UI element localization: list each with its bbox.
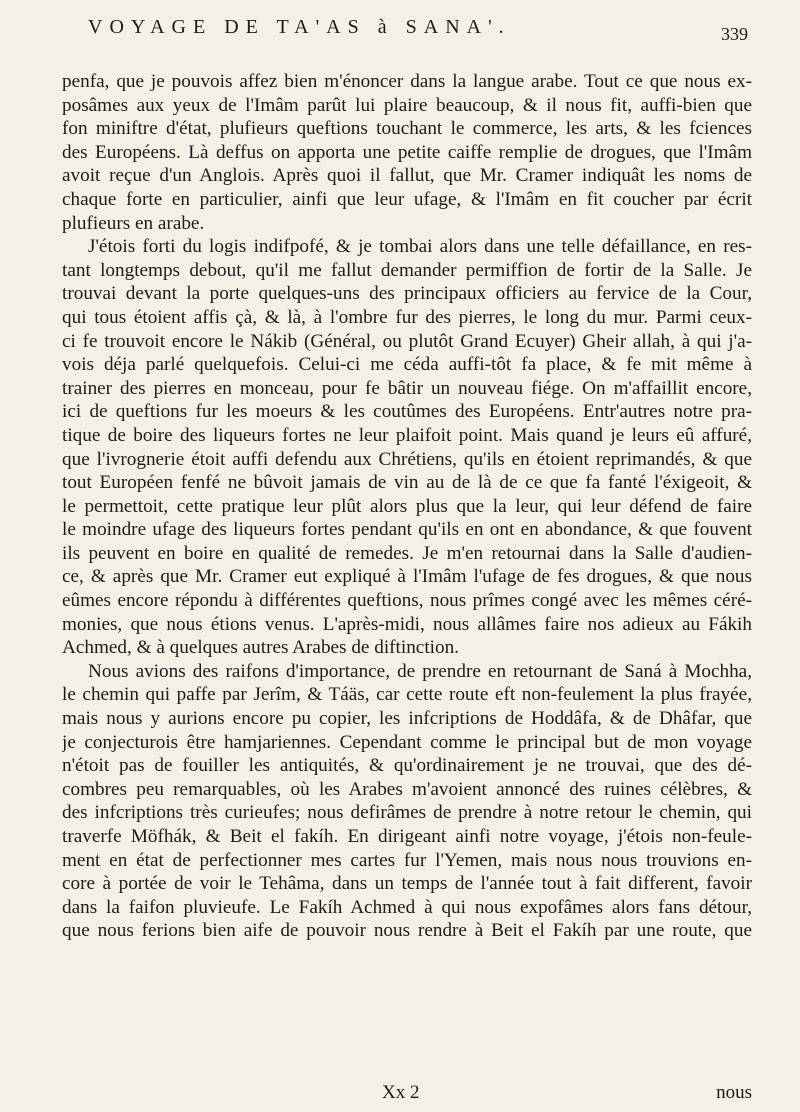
text-line: dans la faifon pluvieufe. Le Fakíh Achmed à qui nous expofâmes alors fans détour,	[62, 896, 752, 918]
text-line: que nous ferions bien aife de pouvoir nous rendre à Beit el Fakíh par une route, que	[62, 920, 752, 942]
paragraph	[62, 235, 752, 660]
signature-mark: Xx 2	[382, 1082, 420, 1103]
text-line: ils peuvent en boire en qualité de remedes. Je m'en retournai dans la Salle d'audien-	[62, 542, 752, 564]
text-line: trouvai devant la porte quelques-uns des principaux officiers au fervice de la Cour,	[62, 283, 752, 305]
text-line: monies, que nous étions venus. L'après-midi, nous allâmes faire nos adieux au Fákih	[62, 613, 752, 635]
text-line: ce, & après que Mr. Cramer eut expliqué à l'Imâm l'ufage de fes drogues, & que nous	[62, 566, 752, 588]
text-line: traverfe Möfhák, & Beit el fakíh. En dirigeant ainfi notre voyage, j'étois non-feule-	[62, 826, 752, 847]
text-line: posâmes aux yeux de l'Imâm parût lui plaire beaucoup, & il nous fit, auffi-bien que	[62, 94, 752, 116]
text-line: des Européens. Là deffus on apporta une petite caiffe remplie de drogues, que l'Imâm	[62, 141, 752, 163]
paragraph	[62, 70, 752, 235]
text-line: trainer des pierres en monceau, pour fe bâtir un nouveau fiége. On m'affaillit encore,	[62, 377, 752, 399]
text-line: tant longtemps debout, qu'il me fallut demander permiffion de fortir de la Salle. Je	[62, 259, 752, 281]
text-line: eûmes encore répondu à différentes queftions, nous prîmes congé avec les mêmes céré-	[62, 590, 752, 612]
text-line: J'étois forti du logis indifpofé, & je tombai alors dans une telle défaillance, en res-	[88, 236, 752, 258]
text-line: le permettoit, cette pratique leur plût alors plus que la leur, qui leur défend de faire	[62, 495, 752, 517]
text-line: le moindre ufage des liqueurs fortes pendant qu'ils en ont en abondance, & que fouvent	[62, 519, 752, 541]
page-footer	[62, 1082, 752, 1108]
catchword: nous	[716, 1082, 752, 1103]
text-line: qui tous étoient affis çà, & là, à l'ombre fur des pierres, le long du mur. Parmi ceux-	[62, 306, 752, 328]
text-line: que l'ivrognerie étoit auffi defendu aux Chrétiens, qu'ils en étoient reprimandés, & que	[62, 448, 752, 470]
text-line: combres peu remarquables, où les Arabes m'avoient annoncé des ruines célèbres, &	[62, 778, 752, 800]
body-text	[62, 70, 752, 943]
running-title: VOYAGE DE TA'AS à SANA'.	[88, 16, 511, 38]
text-line: vois déja parlé quelquefois. Celui-ci me céda auffi-tôt fa place, & fe mit même à	[62, 354, 752, 376]
text-line: core à portée de voir le Tehâma, dans un temps de l'année tout à fait different, favoir	[62, 873, 752, 895]
running-head	[0, 8, 800, 48]
text-line: avoit reçue d'un Anglois. Après quoi il fallut, que Mr. Cramer indiquât les noms de	[62, 165, 752, 187]
text-line: mais nous y aurions encore pu copier, les infcriptions de Hoddâfa, & de Dhâfar, que	[62, 708, 752, 730]
text-line: Achmed, & à quelques autres Arabes de diftinction.	[62, 637, 459, 659]
text-line: je conjecturois être hamjariennes. Cependant comme le principal but de mon voyage	[62, 731, 752, 753]
text-line: Nous avions des raifons d'importance, de prendre en retournant de Saná à Mochha,	[88, 660, 752, 682]
text-line: des infcriptions très curieufes; nous defirâmes de prendre à notre retour le chemin, qui	[62, 802, 752, 824]
text-line: ici de queftions fur les moeurs & les coutûmes des Européens. Entr'autres notre pra-	[62, 401, 752, 423]
text-line: ment en état de perfectionner mes cartes fur l'Yemen, mais nous nous trouvions en-	[62, 849, 752, 871]
text-line: penfa, que je pouvois affez bien m'énoncer dans la langue arabe. Tout ce que nous ex-	[62, 71, 752, 92]
page-number: 339	[721, 24, 748, 44]
text-line: fon miniftre d'état, plufieurs queftions touchant le commerce, les arts, & les fciences	[62, 118, 752, 140]
text-line: plufieurs en arabe.	[62, 212, 205, 234]
text-line: tique de boire des liqueurs fortes ne leur plaifoit point. Mais quand je leurs eû affuré,	[62, 424, 752, 446]
text-line: chaque forte en particulier, ainfi que leur ufage, & l'Imâm en fit coucher par écrit	[62, 188, 752, 210]
text-line: tout Européen fenfé ne bûvoit jamais de vin au de là de ce que fa fanté l'éxigeoit, &	[62, 472, 752, 494]
text-line: n'étoit pas de fouiller les antiquités, & qu'ordinairement je ne trouvai, que des dé-	[62, 755, 752, 777]
text-line: le chemin qui paffe par Jerîm, & Táäs, car cette route eft non-feulement la plus frayée,	[62, 684, 752, 706]
text-line: ci fe trouvoit encore le Nákib (Général, ou plutôt Grand Ecuyer) Gheir allah, à qui j'a-	[62, 330, 752, 352]
paragraph	[62, 660, 752, 943]
